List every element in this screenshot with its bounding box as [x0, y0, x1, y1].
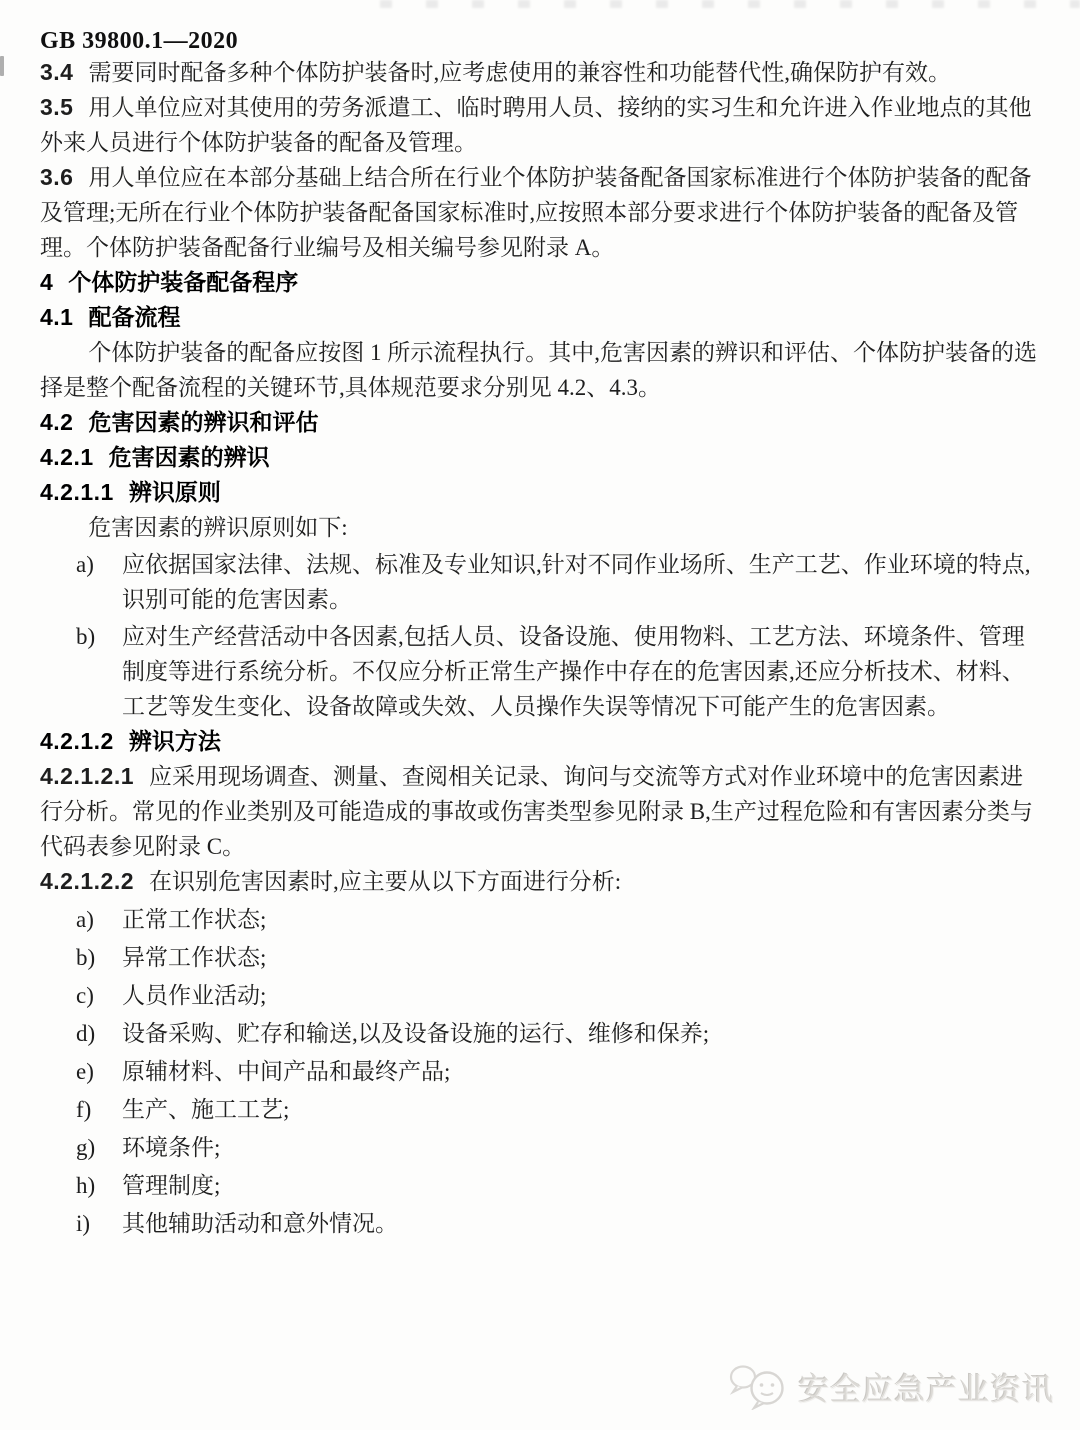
list-item-analysis-f — [40, 1092, 1040, 1127]
list-text: 应对生产经营活动中各因素,包括人员、设备设施、使用物料、工艺方法、环境条件、管理制度等进行系统分析。不仅应分析正常生产操作中存在的危害因素,还应分析技术、材料、工艺等发生变化、设备故障或失效、人员操作失误等情况下可能产生的危害因素。 — [122, 624, 1025, 719]
heading-number: 4.2 — [40, 409, 74, 435]
watermark — [728, 1362, 1054, 1410]
heading-text: 辨识原则 — [128, 479, 221, 505]
scan-artifact — [380, 0, 1080, 8]
heading-text: 个体防护装备配备程序 — [68, 269, 299, 295]
wechat-logo-icon — [728, 1362, 790, 1410]
list-item-principle-a — [40, 547, 1040, 617]
heading-text: 危害因素的辨识 — [108, 444, 270, 470]
heading-text: 辨识方法 — [128, 728, 221, 754]
document-body — [0, 55, 1080, 1241]
list-text: 管理制度; — [122, 1173, 221, 1198]
list-label: d) — [76, 1021, 96, 1046]
heading-4-2-1-1 — [40, 475, 1040, 510]
clause-3-6 — [40, 160, 1040, 265]
list-label: e) — [76, 1059, 94, 1084]
list-item-analysis-h — [40, 1168, 1040, 1203]
list-label: a) — [76, 907, 94, 932]
list-label: h) — [76, 1173, 96, 1198]
list-item-analysis-b — [40, 940, 1040, 975]
clause-number: 4.2.1.2.2 — [40, 868, 135, 894]
list-label: b) — [76, 624, 96, 649]
scan-edge-mark — [0, 56, 4, 76]
list-item-analysis-d — [40, 1016, 1040, 1051]
heading-4-1 — [40, 300, 1040, 335]
list-item-analysis-e — [40, 1054, 1040, 1089]
doc-number: GB 39800.1—2020 — [40, 28, 239, 54]
list-item-analysis-c — [40, 978, 1040, 1013]
list-item-analysis-g — [40, 1130, 1040, 1165]
clause-3-4 — [40, 55, 1040, 90]
clause-text: 用人单位应在本部分基础上结合所在行业个体防护装备配备国家标准进行个体防护装备的配备及管理;无所在行业个体防护装备配备国家标准时,应按照本部分要求进行个体防护装备的配备及管理。个体防护装备配备行业编号及相关编号参见附录 A。 — [40, 165, 1032, 260]
heading-4 — [40, 265, 1040, 300]
clause-text: 应采用现场调查、测量、查阅相关记录、询问与交流等方式对作业环境中的危害因素进行分析。常见的作业类别及可能造成的事故或伤害类型参见附录 B,生产过程危险和有害因素分类与代码表参见附录 C。 — [40, 764, 1033, 859]
list-label: f) — [76, 1097, 92, 1122]
list-label: c) — [76, 983, 94, 1008]
list-label: b) — [76, 945, 96, 970]
clause-number: 3.4 — [40, 59, 74, 85]
heading-text: 危害因素的辨识和评估 — [88, 409, 319, 435]
heading-number: 4.2.1.1 — [40, 479, 114, 505]
list-item-analysis-i — [40, 1206, 1040, 1241]
watermark-text: 安全应急产业资讯 — [798, 1371, 1054, 1407]
list-item-analysis-a — [40, 902, 1040, 937]
list-label: a) — [76, 552, 94, 577]
clause-number: 3.6 — [40, 164, 74, 190]
heading-number: 4.2.1 — [40, 444, 94, 470]
clause-4-2-1-2-2 — [40, 864, 1040, 899]
clause-text: 需要同时配备多种个体防护装备时,应考虑使用的兼容性和功能替代性,确保防护有效。 — [88, 60, 951, 85]
paragraph-principles-intro: 危害因素的辨识原则如下: — [88, 515, 348, 540]
heading-4-2-1-2 — [40, 724, 1040, 759]
list-text: 异常工作状态; — [122, 945, 267, 970]
heading-number: 4 — [40, 269, 54, 295]
clause-text: 用人单位应对其使用的劳务派遣工、临时聘用人员、接纳的实习生和允许进入作业地点的其他外来人员进行个体防护装备的配备及管理。 — [40, 95, 1032, 155]
heading-number: 4.2.1.2 — [40, 728, 114, 754]
list-text: 生产、施工工艺; — [122, 1097, 290, 1122]
heading-4-2-1 — [40, 440, 1040, 475]
list-label: g) — [76, 1135, 96, 1160]
heading-4-2 — [40, 405, 1040, 440]
heading-number: 4.1 — [40, 304, 74, 330]
clause-number: 4.2.1.2.1 — [40, 763, 135, 789]
list-label: i) — [76, 1211, 91, 1236]
paragraph-flow-intro: 个体防护装备的配备应按图 1 所示流程执行。其中,危害因素的辨识和评估、个体防护装备的选择是整个配备流程的关键环节,具体规范要求分别见 4.2、4.3。 — [40, 340, 1038, 400]
heading-text: 配备流程 — [88, 304, 181, 330]
list-text: 人员作业活动; — [122, 983, 267, 1008]
clause-number: 3.5 — [40, 94, 74, 120]
list-text: 原辅材料、中间产品和最终产品; — [122, 1059, 451, 1084]
list-text: 应依据国家法律、法规、标准及专业知识,针对不同作业场所、生产工艺、作业环境的特点,识别可能的危害因素。 — [122, 552, 1031, 612]
clause-4-2-1-2-1 — [40, 759, 1040, 864]
list-text: 正常工作状态; — [122, 907, 267, 932]
clause-3-5 — [40, 90, 1040, 160]
list-text: 其他辅助活动和意外情况。 — [122, 1211, 398, 1236]
clause-text: 在识别危害因素时,应主要从以下方面进行分析: — [149, 869, 622, 894]
list-text: 环境条件; — [122, 1135, 221, 1160]
list-text: 设备采购、贮存和输送,以及设备设施的运行、维修和保养; — [122, 1021, 710, 1046]
list-item-principle-b — [40, 619, 1040, 724]
